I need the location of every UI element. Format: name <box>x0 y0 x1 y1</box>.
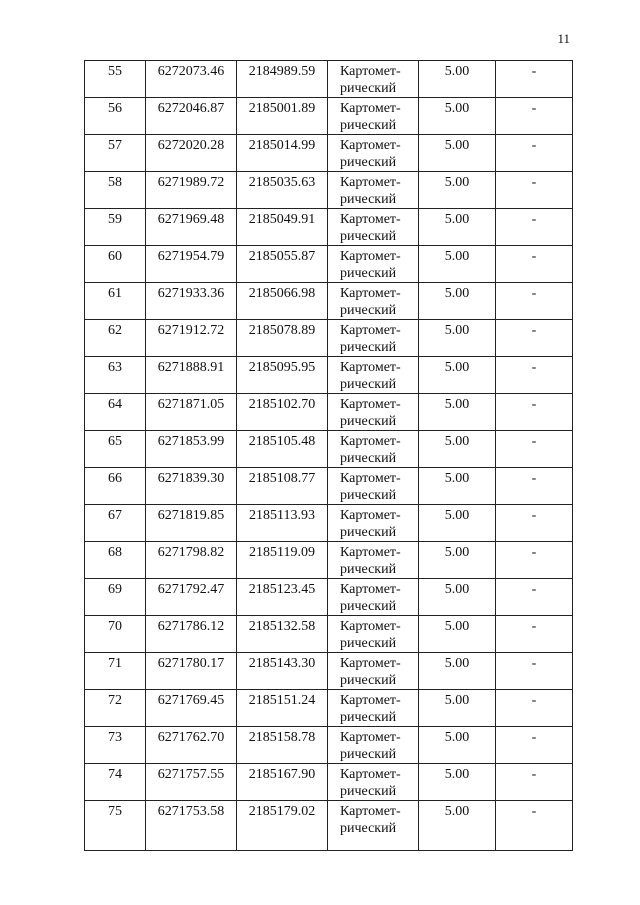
method-line-1: Картомет- <box>340 508 401 523</box>
point-number-cell: 73 <box>85 727 146 764</box>
note-cell: - <box>496 172 573 209</box>
method-line-2: рический <box>340 155 397 170</box>
method-cell <box>328 579 419 616</box>
note-cell: - <box>496 801 573 851</box>
accuracy-cell: 5.00 <box>419 135 496 172</box>
accuracy-cell: 5.00 <box>419 61 496 98</box>
accuracy-cell: 5.00 <box>419 542 496 579</box>
method-line-1: Картомет- <box>340 582 401 597</box>
table-row <box>85 320 573 357</box>
point-number-cell: 59 <box>85 209 146 246</box>
method-line-2: рический <box>340 562 397 577</box>
y-coordinate-cell: 2185151.24 <box>237 690 328 727</box>
method-line-2: рический <box>340 488 397 503</box>
y-coordinate-cell: 2185055.87 <box>237 246 328 283</box>
method-line-1: Картомет- <box>340 323 401 338</box>
table-row <box>85 246 573 283</box>
table-row <box>85 653 573 690</box>
x-coordinate-cell: 6271871.05 <box>146 394 237 431</box>
y-coordinate-cell: 2185102.70 <box>237 394 328 431</box>
method-cell <box>328 542 419 579</box>
y-coordinate-cell: 2185049.91 <box>237 209 328 246</box>
x-coordinate-cell: 6271798.82 <box>146 542 237 579</box>
method-line-1: Картомет- <box>340 212 401 227</box>
method-line-1: Картомет- <box>340 471 401 486</box>
point-number-cell: 75 <box>85 801 146 851</box>
accuracy-cell: 5.00 <box>419 801 496 851</box>
method-line-1: Картомет- <box>340 804 401 819</box>
table-row <box>85 542 573 579</box>
y-coordinate-cell: 2185035.63 <box>237 172 328 209</box>
accuracy-cell: 5.00 <box>419 653 496 690</box>
point-number-cell: 71 <box>85 653 146 690</box>
note-cell: - <box>496 727 573 764</box>
table-row <box>85 468 573 505</box>
note-cell: - <box>496 246 573 283</box>
method-line-1: Картомет- <box>340 249 401 264</box>
method-cell <box>328 431 419 468</box>
method-line-1: Картомет- <box>340 286 401 301</box>
method-cell <box>328 727 419 764</box>
x-coordinate-cell: 6271888.91 <box>146 357 237 394</box>
y-coordinate-cell: 2185119.09 <box>237 542 328 579</box>
accuracy-cell: 5.00 <box>419 690 496 727</box>
method-line-1: Картомет- <box>340 101 401 116</box>
note-cell: - <box>496 394 573 431</box>
y-coordinate-cell: 2185167.90 <box>237 764 328 801</box>
method-line-1: Картомет- <box>340 360 401 375</box>
accuracy-cell: 5.00 <box>419 505 496 542</box>
note-cell: - <box>496 135 573 172</box>
point-number-cell: 65 <box>85 431 146 468</box>
table-row <box>85 801 573 851</box>
table-row <box>85 579 573 616</box>
table-row <box>85 505 573 542</box>
accuracy-cell: 5.00 <box>419 431 496 468</box>
table-row <box>85 431 573 468</box>
x-coordinate-cell: 6271786.12 <box>146 616 237 653</box>
method-line-1: Картомет- <box>340 767 401 782</box>
note-cell: - <box>496 209 573 246</box>
table-row <box>85 61 573 98</box>
x-coordinate-cell: 6271792.47 <box>146 579 237 616</box>
y-coordinate-cell: 2185179.02 <box>237 801 328 851</box>
method-cell <box>328 98 419 135</box>
point-number-cell: 62 <box>85 320 146 357</box>
method-cell <box>328 653 419 690</box>
x-coordinate-cell: 6271757.55 <box>146 764 237 801</box>
method-cell <box>328 246 419 283</box>
method-line-1: Картомет- <box>340 434 401 449</box>
method-line-2: рический <box>340 81 397 96</box>
method-cell <box>328 283 419 320</box>
method-line-1: Картомет- <box>340 397 401 412</box>
method-line-2: рический <box>340 340 397 355</box>
method-line-1: Картомет- <box>340 138 401 153</box>
accuracy-cell: 5.00 <box>419 320 496 357</box>
point-number-cell: 60 <box>85 246 146 283</box>
y-coordinate-cell: 2185158.78 <box>237 727 328 764</box>
method-line-1: Картомет- <box>340 175 401 190</box>
accuracy-cell: 5.00 <box>419 727 496 764</box>
point-number-cell: 69 <box>85 579 146 616</box>
note-cell: - <box>496 357 573 394</box>
note-cell: - <box>496 579 573 616</box>
method-cell <box>328 690 419 727</box>
method-line-2: рический <box>340 266 397 281</box>
method-line-1: Картомет- <box>340 619 401 634</box>
method-line-2: рический <box>340 303 397 318</box>
point-number-cell: 63 <box>85 357 146 394</box>
method-cell <box>328 61 419 98</box>
x-coordinate-cell: 6271762.70 <box>146 727 237 764</box>
method-line-1: Картомет- <box>340 545 401 560</box>
note-cell: - <box>496 690 573 727</box>
table-row <box>85 764 573 801</box>
method-cell <box>328 505 419 542</box>
point-number-cell: 70 <box>85 616 146 653</box>
accuracy-cell: 5.00 <box>419 283 496 320</box>
note-cell: - <box>496 431 573 468</box>
point-number-cell: 68 <box>85 542 146 579</box>
y-coordinate-cell: 2185143.30 <box>237 653 328 690</box>
page-number: 11 <box>557 31 570 46</box>
point-number-cell: 66 <box>85 468 146 505</box>
accuracy-cell: 5.00 <box>419 616 496 653</box>
method-cell <box>328 801 419 851</box>
accuracy-cell: 5.00 <box>419 394 496 431</box>
x-coordinate-cell: 6271769.45 <box>146 690 237 727</box>
point-number-cell: 61 <box>85 283 146 320</box>
point-number-cell: 67 <box>85 505 146 542</box>
point-number-cell: 72 <box>85 690 146 727</box>
accuracy-cell: 5.00 <box>419 209 496 246</box>
method-line-2: рический <box>340 192 397 207</box>
method-line-1: Картомет- <box>340 730 401 745</box>
table-row <box>85 283 573 320</box>
x-coordinate-cell: 6272046.87 <box>146 98 237 135</box>
note-cell: - <box>496 61 573 98</box>
note-cell: - <box>496 320 573 357</box>
point-number-cell: 64 <box>85 394 146 431</box>
table-row <box>85 394 573 431</box>
method-line-1: Картомет- <box>340 64 401 79</box>
point-number-cell: 57 <box>85 135 146 172</box>
y-coordinate-cell: 2185078.89 <box>237 320 328 357</box>
method-cell <box>328 172 419 209</box>
y-coordinate-cell: 2185105.48 <box>237 431 328 468</box>
accuracy-cell: 5.00 <box>419 172 496 209</box>
x-coordinate-cell: 6271912.72 <box>146 320 237 357</box>
x-coordinate-cell: 6272073.46 <box>146 61 237 98</box>
note-cell: - <box>496 505 573 542</box>
accuracy-cell: 5.00 <box>419 357 496 394</box>
x-coordinate-cell: 6271780.17 <box>146 653 237 690</box>
x-coordinate-cell: 6271753.58 <box>146 801 237 851</box>
table-row <box>85 135 573 172</box>
note-cell: - <box>496 542 573 579</box>
x-coordinate-cell: 6271933.36 <box>146 283 237 320</box>
table-row <box>85 172 573 209</box>
x-coordinate-cell: 6271819.85 <box>146 505 237 542</box>
point-number-cell: 58 <box>85 172 146 209</box>
method-line-2: рический <box>340 673 397 688</box>
table-row <box>85 357 573 394</box>
table-row <box>85 209 573 246</box>
y-coordinate-cell: 2185123.45 <box>237 579 328 616</box>
accuracy-cell: 5.00 <box>419 764 496 801</box>
x-coordinate-cell: 6271989.72 <box>146 172 237 209</box>
x-coordinate-cell: 6271954.79 <box>146 246 237 283</box>
method-line-1: Картомет- <box>340 693 401 708</box>
y-coordinate-cell: 2184989.59 <box>237 61 328 98</box>
point-number-cell: 55 <box>85 61 146 98</box>
method-line-2: рический <box>340 599 397 614</box>
method-line-2: рический <box>340 377 397 392</box>
method-cell <box>328 616 419 653</box>
accuracy-cell: 5.00 <box>419 468 496 505</box>
method-cell <box>328 357 419 394</box>
method-line-2: рический <box>340 747 397 762</box>
x-coordinate-cell: 6271969.48 <box>146 209 237 246</box>
table-body <box>85 61 573 851</box>
note-cell: - <box>496 98 573 135</box>
method-cell <box>328 764 419 801</box>
x-coordinate-cell: 6271853.99 <box>146 431 237 468</box>
table-row <box>85 690 573 727</box>
y-coordinate-cell: 2185001.89 <box>237 98 328 135</box>
table-row <box>85 727 573 764</box>
method-line-1: Картомет- <box>340 656 401 671</box>
method-line-2: рический <box>340 525 397 540</box>
method-line-2: рический <box>340 821 397 836</box>
note-cell: - <box>496 616 573 653</box>
y-coordinate-cell: 2185108.77 <box>237 468 328 505</box>
x-coordinate-cell: 6272020.28 <box>146 135 237 172</box>
method-cell <box>328 320 419 357</box>
table-row <box>85 98 573 135</box>
method-line-2: рический <box>340 229 397 244</box>
accuracy-cell: 5.00 <box>419 98 496 135</box>
y-coordinate-cell: 2185132.58 <box>237 616 328 653</box>
method-line-2: рический <box>340 414 397 429</box>
method-cell <box>328 468 419 505</box>
method-cell <box>328 209 419 246</box>
note-cell: - <box>496 653 573 690</box>
y-coordinate-cell: 2185014.99 <box>237 135 328 172</box>
method-cell <box>328 394 419 431</box>
accuracy-cell: 5.00 <box>419 246 496 283</box>
table-row <box>85 616 573 653</box>
y-coordinate-cell: 2185066.98 <box>237 283 328 320</box>
coordinates-table <box>84 60 573 851</box>
method-line-2: рический <box>340 784 397 799</box>
accuracy-cell: 5.00 <box>419 579 496 616</box>
method-cell <box>328 135 419 172</box>
method-line-2: рический <box>340 118 397 133</box>
y-coordinate-cell: 2185095.95 <box>237 357 328 394</box>
x-coordinate-cell: 6271839.30 <box>146 468 237 505</box>
point-number-cell: 74 <box>85 764 146 801</box>
method-line-2: рический <box>340 710 397 725</box>
note-cell: - <box>496 468 573 505</box>
method-line-2: рический <box>340 451 397 466</box>
y-coordinate-cell: 2185113.93 <box>237 505 328 542</box>
note-cell: - <box>496 764 573 801</box>
note-cell: - <box>496 283 573 320</box>
method-line-2: рический <box>340 636 397 651</box>
point-number-cell: 56 <box>85 98 146 135</box>
